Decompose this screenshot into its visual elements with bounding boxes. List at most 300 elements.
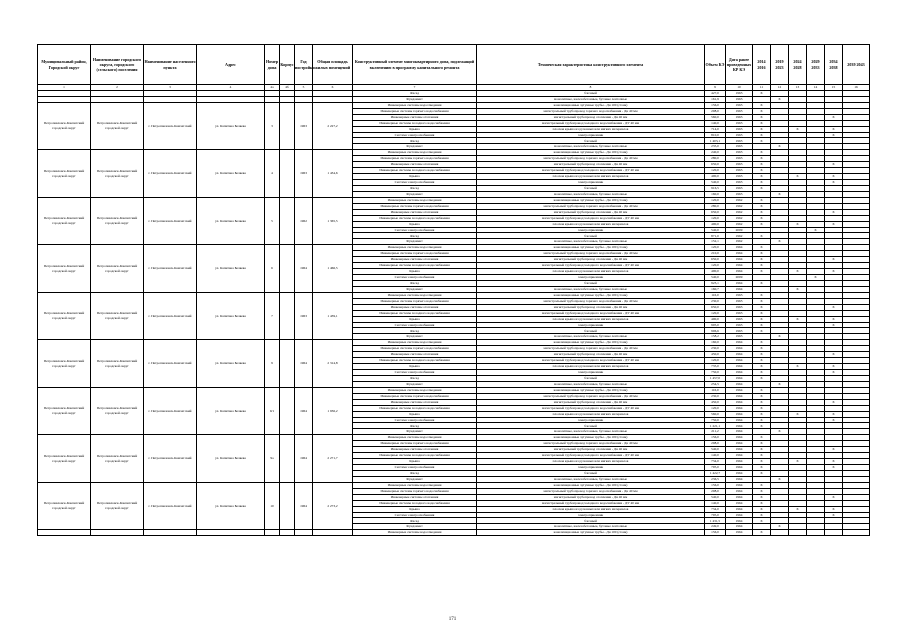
element-characteristic: магистральный трубопровод горячего водоснабжения - Дн 40 мм xyxy=(477,108,705,114)
element-last-repair-date: 1963 xyxy=(726,162,753,168)
element-volume: 795,0 xyxy=(705,465,726,471)
column-header: 2014 2016 xyxy=(753,45,771,85)
element-volume: 249,0 xyxy=(705,524,726,530)
period-2034-2038: X xyxy=(825,126,843,132)
element-characteristic: плоская крыша из рулонных или мягких материалов xyxy=(477,174,705,180)
element-name: Инженерные системы отопления xyxy=(353,304,477,310)
column-number: 10 xyxy=(726,85,753,91)
period-2014-2016: X xyxy=(753,441,771,447)
period-2034-2038: X xyxy=(825,364,843,370)
period-2014-2016: X xyxy=(753,470,771,476)
column-number: 12 xyxy=(771,85,789,91)
element-last-repair-date: 1964 xyxy=(726,358,753,364)
element-characteristic: магистральный трубопровод горячего водоснабжения - Дн 40 мм xyxy=(477,203,705,209)
element-name: Инженерные системы отопления xyxy=(353,494,477,500)
element-name: Инженерные системы горячего водоснабжения xyxy=(353,251,477,257)
element-volume: 208,0 xyxy=(705,441,726,447)
empty-cell xyxy=(295,530,313,536)
element-characteristic: магистральный трубопровод холодного водоснабжения - ДУ 40 мм xyxy=(477,168,705,174)
period-2014-2016: X xyxy=(753,494,771,500)
element-last-repair-date: 1963 xyxy=(726,328,753,334)
column-header: 2039 2043 xyxy=(843,45,870,85)
element-volume: 156,0 xyxy=(705,102,726,108)
element-last-repair-date: 1963 xyxy=(726,322,753,328)
element-volume: 230,0 xyxy=(705,298,726,304)
settlement-cell: Петропавловск-Камчатский городской округ xyxy=(91,197,144,245)
element-last-repair-date: 1963 xyxy=(726,185,753,191)
element-characteristic: канализационные чугунные трубы - Дн 100 (стояк) xyxy=(477,197,705,203)
element-volume: 750,0 xyxy=(705,370,726,376)
element-volume: 254,5 xyxy=(705,381,726,387)
element-last-repair-date: 1963 xyxy=(726,102,753,108)
corpus-cell xyxy=(280,150,295,198)
element-volume: 906,6 xyxy=(705,328,726,334)
page-number: 171 xyxy=(448,617,457,622)
element-characteristic: магистральный трубопровод холодного водоснабжения - ДУ 40 мм xyxy=(477,120,705,126)
element-last-repair-date: 1964 xyxy=(726,488,753,494)
element-characteristic: монолитные, железобетонные, бутовые ленточные xyxy=(477,381,705,387)
element-volume: 1 431,5 xyxy=(705,518,726,524)
address-cell: ул. Капитана Беляева xyxy=(197,197,265,245)
element-volume: 650,0 xyxy=(705,304,726,310)
element-name: Фасад xyxy=(353,280,477,286)
period-2034-2038: X xyxy=(825,269,843,275)
corpus-cell xyxy=(280,435,295,483)
period-2034-2038: X xyxy=(825,399,843,405)
element-name: Фасад xyxy=(353,518,477,524)
element-last-repair-date: 1964 xyxy=(726,465,753,471)
element-name: Фасад xyxy=(353,233,477,239)
element-volume: 120,0 xyxy=(705,310,726,316)
period-2014-2016: X xyxy=(753,132,771,138)
address-cell: ул. Капитана Беляева xyxy=(197,435,265,483)
element-last-repair-date: 1962 xyxy=(726,239,753,245)
element-last-repair-date: 1964 xyxy=(726,417,753,423)
column-header: 2029 2033 xyxy=(807,45,825,85)
period-2014-2016: X xyxy=(753,459,771,465)
element-last-repair-date: 1963 xyxy=(726,298,753,304)
column-header: 2024 2028 xyxy=(789,45,807,85)
period-2014-2016: X xyxy=(753,453,771,459)
build-year-cell: 1964 xyxy=(295,340,313,388)
element-name: Система электроснабжения xyxy=(353,275,477,281)
element-volume: 1 422,7 xyxy=(705,470,726,476)
house-number-cell: 9а xyxy=(265,435,280,483)
period-2014-2016: X xyxy=(753,156,771,162)
element-volume: 120,0 xyxy=(705,168,726,174)
element-name: Инженерные системы отопления xyxy=(353,447,477,453)
column-header: Адрес xyxy=(197,45,265,85)
element-last-repair-date: 1964 xyxy=(726,387,753,393)
column-number: 6 xyxy=(313,85,353,91)
element-name: Система электроснабжения xyxy=(353,132,477,138)
living-area-cell: 1 434,6 xyxy=(313,150,353,198)
element-last-repair-date: 1963 xyxy=(726,316,753,322)
element-characteristic: плоская крыша из рулонных или мягких материалов xyxy=(477,221,705,227)
element-volume: 120,0 xyxy=(705,215,726,221)
period-2034-2038: X xyxy=(825,459,843,465)
period-2034-2038: X xyxy=(825,465,843,471)
element-last-repair-date: 1962 xyxy=(726,221,753,227)
period-2034-2038: X xyxy=(825,221,843,227)
period-2024-2028: X xyxy=(789,459,807,465)
element-volume: 280,0 xyxy=(705,203,726,209)
element-volume: 1 221,1 xyxy=(705,423,726,429)
column-header: Муниципальный район, Городской округ xyxy=(38,45,91,85)
element-name: Инженерные системы холодного водоснабжения xyxy=(353,120,477,126)
district-cell: Петропавловск-Камчатский городской округ xyxy=(38,245,91,293)
element-last-repair-date: 1964 xyxy=(726,411,753,417)
element-volume: 540,0 xyxy=(705,447,726,453)
element-volume: 540,0 xyxy=(705,275,726,281)
element-volume: 236,5 xyxy=(705,476,726,482)
period-2014-2016: X xyxy=(753,322,771,328)
element-volume: 905,0 xyxy=(705,322,726,328)
element-last-repair-date: 1964 xyxy=(726,352,753,358)
element-volume: 116,0 xyxy=(705,292,726,298)
element-name: Фундамент xyxy=(353,191,477,197)
locality-cell: г. Петропавловск-Камчатский xyxy=(144,292,197,340)
element-characteristic: монолитные, железобетонные, бутовые ленточные xyxy=(477,476,705,482)
living-area-cell: 2 227,2 xyxy=(313,102,353,150)
empty-cell xyxy=(38,530,91,536)
element-characteristic: монолитные, железобетонные, бутовые ленточные xyxy=(477,144,705,150)
element-volume: 120,0 xyxy=(705,197,726,203)
column-number: 7 xyxy=(353,85,477,91)
element-name: Инженерные системы холодного водоснабжения xyxy=(353,358,477,364)
table-body xyxy=(38,85,870,536)
element-volume: 1 403,1 xyxy=(705,138,726,144)
period-2014-2016: X xyxy=(753,399,771,405)
period-2024-2028: X xyxy=(789,506,807,512)
table-row xyxy=(38,530,870,536)
column-header: Техническая характеристика конструктивного элемента xyxy=(477,45,705,85)
element-last-repair-date: 1963 xyxy=(726,114,753,120)
element-characteristic: электроприемник xyxy=(477,180,705,186)
locality-cell: г. Петропавловск-Камчатский xyxy=(144,150,197,198)
element-name: Система электроснабжения xyxy=(353,180,477,186)
district-cell: Петропавловск-Камчатский городской округ xyxy=(38,387,91,435)
period-2014-2016: X xyxy=(753,114,771,120)
element-volume: 490,0 xyxy=(705,221,726,227)
element-last-repair-date: 1962 xyxy=(726,215,753,221)
element-name: Инженерные системы отопления xyxy=(353,352,477,358)
element-characteristic: электроприемник xyxy=(477,417,705,423)
period-2024-2028 xyxy=(789,530,807,536)
column-number: 4 xyxy=(197,85,265,91)
element-volume: 490,0 xyxy=(705,269,726,275)
build-year-cell: 1964 xyxy=(295,482,313,530)
element-last-repair-date: 1964 xyxy=(726,269,753,275)
period-2014-2016: X xyxy=(753,185,771,191)
element-volume: 490,0 xyxy=(705,174,726,180)
element-name: Инженерные системы отопления xyxy=(353,257,477,263)
element-last-repair-date: 1964 xyxy=(726,286,753,292)
period-2034-2038: X xyxy=(825,316,843,322)
element-name: Система электроснабжения xyxy=(353,322,477,328)
element-characteristic: блочный xyxy=(477,138,705,144)
element-characteristic: канализационные чугунные трубы - Дн 100 (стояк) xyxy=(477,102,705,108)
period-2034-2038: X xyxy=(825,411,843,417)
settlement-cell: Петропавловск-Камчатский городской округ xyxy=(91,102,144,150)
element-name: Крыша xyxy=(353,269,477,275)
column-header: 2019 2023 xyxy=(771,45,789,85)
period-2014-2016: X xyxy=(753,304,771,310)
period-2019-2023: X xyxy=(771,381,789,387)
period-2014-2016: X xyxy=(753,482,771,488)
period-2034-2038: X xyxy=(825,512,843,518)
element-last-repair-date: 1964 xyxy=(726,482,753,488)
element-characteristic: блочный xyxy=(477,90,705,96)
element-name: Инженерные системы горячего водоснабжения xyxy=(353,108,477,114)
living-area-cell: 1 466,5 xyxy=(313,245,353,293)
period-2014-2016: X xyxy=(753,269,771,275)
element-characteristic: монолитные, железобетонные, бутовые ленточные xyxy=(477,191,705,197)
element-characteristic: канализационные чугунные трубы - Дн 100 (стояк) xyxy=(477,292,705,298)
settlement-cell: Петропавловск-Камчатский городской округ xyxy=(91,292,144,340)
living-area-cell: 2 273,2 xyxy=(313,482,353,530)
element-last-repair-date: 1964 xyxy=(726,399,753,405)
element-volume: 156,0 xyxy=(705,435,726,441)
period-2014-2016: X xyxy=(753,209,771,215)
element-name: Инженерные системы горячего водоснабжения xyxy=(353,441,477,447)
period-2034-2038: X xyxy=(825,162,843,168)
element-characteristic: монолитные, железобетонные, бутовые ленточные xyxy=(477,429,705,435)
element-last-repair-date: 1964 xyxy=(726,512,753,518)
element-last-repair-date: 1963 xyxy=(726,108,753,114)
build-year-cell: 1963 xyxy=(295,102,313,150)
element-characteristic: блочный xyxy=(477,328,705,334)
element-name: Инженерные системы горячего водоснабжения xyxy=(353,203,477,209)
period-2024-2028: X xyxy=(789,269,807,275)
column-header: Наименование населенного пункта xyxy=(144,45,197,85)
element-last-repair-date: 1964 xyxy=(726,506,753,512)
element-last-repair-date: 1964 xyxy=(726,494,753,500)
element-last-repair-date: 1963 xyxy=(726,90,753,96)
element-volume: 540,0 xyxy=(705,494,726,500)
column-header: Номер дома xyxy=(265,45,280,85)
element-last-repair-date: 1962 xyxy=(726,197,753,203)
element-volume: 158,2 xyxy=(705,334,726,340)
element-characteristic: канализационные чугунные трубы - Дн 100 (стояк) xyxy=(477,387,705,393)
element-name: Инженерные системы водоотведения xyxy=(353,197,477,203)
element-volume: 160,0 xyxy=(705,191,726,197)
period-2014-2016: X xyxy=(753,340,771,346)
period-2034-2038: X xyxy=(825,257,843,263)
settlement-cell: Петропавловск-Камчатский городской округ xyxy=(91,245,144,293)
element-volume: 540,0 xyxy=(705,180,726,186)
element-volume: 734,0 xyxy=(705,459,726,465)
element-volume: 734,0 xyxy=(705,506,726,512)
capital-repair-table xyxy=(37,44,870,536)
empty-cell xyxy=(91,530,144,536)
corpus-cell xyxy=(280,197,295,245)
element-last-repair-date: 1963 xyxy=(726,168,753,174)
period-2014-2016: X xyxy=(753,245,771,251)
house-number-cell: 5 xyxy=(265,197,280,245)
element-name: Фундамент xyxy=(353,96,477,102)
settlement-cell: Петропавловск-Камчатский городской округ xyxy=(91,387,144,435)
element-last-repair-date: 1964 xyxy=(726,447,753,453)
period-2014-2016: X xyxy=(753,328,771,334)
element-characteristic: блочный xyxy=(477,518,705,524)
element-characteristic: канализационные чугунные трубы - Дн 100 (стояк) xyxy=(477,482,705,488)
element-volume: 120,0 xyxy=(705,405,726,411)
element-volume: 795,0 xyxy=(705,512,726,518)
empty-cell xyxy=(197,530,265,536)
element-volume: 560,0 xyxy=(705,114,726,120)
period-2014-2016: X xyxy=(753,174,771,180)
element-characteristic: магистральный трубопровод горячего водоснабжения - Дн 40 мм xyxy=(477,441,705,447)
house-number-cell: 6 xyxy=(265,245,280,293)
empty-cell xyxy=(280,530,295,536)
period-2014-2016: X xyxy=(753,168,771,174)
period-2024-2028: X xyxy=(789,221,807,227)
period-2014-2016: X xyxy=(753,423,771,429)
column-number: 1 xyxy=(38,85,91,91)
element-volume: 540,0 xyxy=(705,227,726,233)
column-number: 9 xyxy=(705,85,726,91)
corpus-cell xyxy=(280,340,295,388)
element-volume: 120,0 xyxy=(705,358,726,364)
element-volume: 735,0 xyxy=(705,364,726,370)
element-name: Инженерные системы водоотведения xyxy=(353,102,477,108)
period-2014-2016: X xyxy=(753,126,771,132)
element-volume: 140,0 xyxy=(705,453,726,459)
element-volume: 923,1 xyxy=(705,280,726,286)
period-2034-2038: X xyxy=(825,506,843,512)
corpus-cell xyxy=(280,482,295,530)
district-cell: Петропавловск-Камчатский городской округ xyxy=(38,102,91,150)
column-number: 13 xyxy=(789,85,807,91)
living-area-cell: 1 936,2 xyxy=(313,387,353,435)
element-name: Крыша xyxy=(353,364,477,370)
period-2039-2043 xyxy=(843,530,870,536)
period-2034-2038: X xyxy=(825,447,843,453)
element-name: Инженерные системы холодного водоснабжения xyxy=(353,500,477,506)
element-volume: 160,0 xyxy=(705,340,726,346)
element-volume: 280,0 xyxy=(705,156,726,162)
element-last-repair-date: 1964 xyxy=(726,518,753,524)
element-last-repair-date: 2009 xyxy=(726,227,753,233)
column-number: 2 xyxy=(91,85,144,91)
element-last-repair-date: 1962 xyxy=(726,233,753,239)
element-name: Инженерные системы водоотведения xyxy=(353,245,477,251)
element-characteristic: электроприемник xyxy=(477,275,705,281)
element-name: Инженерные системы холодного водоснабжения xyxy=(353,168,477,174)
element-name: Фасад xyxy=(353,423,477,429)
address-cell: ул. Капитана Беляева xyxy=(197,245,265,293)
period-2019-2023: X xyxy=(771,144,789,150)
element-characteristic: электроприемник xyxy=(477,132,705,138)
period-2014-2016: X xyxy=(753,352,771,358)
element-name: Фасад xyxy=(353,375,477,381)
element-name: Крыша xyxy=(353,316,477,322)
element-name: Инженерные системы холодного водоснабжения xyxy=(353,263,477,269)
element-last-repair-date: 1963 xyxy=(726,310,753,316)
element-volume: 235,0 xyxy=(705,144,726,150)
element-characteristic: плоская крыша из рулонных или мягких материалов xyxy=(477,506,705,512)
column-number: 15 xyxy=(825,85,843,91)
period-2014-2016: X xyxy=(753,405,771,411)
element-characteristic: электроприемник xyxy=(477,322,705,328)
corpus-cell xyxy=(280,102,295,150)
element-name: Система электроснабжения xyxy=(353,465,477,471)
locality-cell: г. Петропавловск-Камчатский xyxy=(144,482,197,530)
element-name: Инженерные системы горячего водоснабжения xyxy=(353,393,477,399)
element-characteristic: монолитные, железобетонные, бутовые ленточные xyxy=(477,286,705,292)
period-2019-2023: X xyxy=(771,476,789,482)
build-year-cell: 1964 xyxy=(295,387,313,435)
settlement-cell: Петропавловск-Камчатский городской округ xyxy=(91,340,144,388)
element-volume: 161,9 xyxy=(705,96,726,102)
element-volume: 152,1 xyxy=(705,239,726,245)
element-last-repair-date: 1964 xyxy=(726,441,753,447)
house-number-cell: 9 xyxy=(265,340,280,388)
element-volume: 650,0 xyxy=(705,257,726,263)
element-characteristic: магистральный трубопровод отопления - Дн 40 мм xyxy=(477,162,705,168)
element-last-repair-date: 1963 xyxy=(726,191,753,197)
corpus-cell xyxy=(280,292,295,340)
element-characteristic: магистральный трубопровод отопления - Дн 40 мм xyxy=(477,494,705,500)
element-name: Инженерные системы водоотведения xyxy=(353,387,477,393)
element-characteristic: магистральный трубопровод холодного водоснабжения - ДУ 40 мм xyxy=(477,215,705,221)
element-volume: 916,5 xyxy=(705,185,726,191)
build-year-cell: 1962 xyxy=(295,197,313,245)
element-volume: 120,0 xyxy=(705,263,726,269)
period-2014-2016: X xyxy=(753,465,771,471)
period-2024-2028: X xyxy=(789,126,807,132)
element-last-repair-date: 1964 xyxy=(726,500,753,506)
period-2014-2016: X xyxy=(753,203,771,209)
element-name: Крыша xyxy=(353,174,477,180)
element-volume: 156,0 xyxy=(705,530,726,536)
period-2014-2016: X xyxy=(753,346,771,352)
living-area-cell: 1 439,1 xyxy=(313,292,353,340)
period-2029-2033 xyxy=(807,530,825,536)
element-last-repair-date: 1964 xyxy=(726,375,753,381)
element-name: Инженерные системы водоотведения xyxy=(353,150,477,156)
element-volume: 450,0 xyxy=(705,352,726,358)
element-characteristic: магистральный трубопровод отопления - Дн 40 мм xyxy=(477,209,705,215)
district-cell: Петропавловск-Камчатский городской округ xyxy=(38,292,91,340)
element-last-repair-date: 1962 xyxy=(726,209,753,215)
build-year-cell: 1964 xyxy=(295,245,313,293)
element-volume: 230,0 xyxy=(705,346,726,352)
corpus-cell xyxy=(280,387,295,435)
element-last-repair-date: 1963 xyxy=(726,156,753,162)
period-2014-2016: X xyxy=(753,257,771,263)
element-last-repair-date: 1963 xyxy=(726,180,753,186)
period-2014-2016: X xyxy=(753,233,771,239)
element-last-repair-date: 1964 xyxy=(726,429,753,435)
column-number: 11 xyxy=(753,85,771,91)
element-name: Инженерные системы отопления xyxy=(353,209,477,215)
period-2029-2033: X xyxy=(807,275,825,281)
address-cell: ул. Капитана Беляева xyxy=(197,482,265,530)
period-2014-2016: X xyxy=(753,370,771,376)
address-cell: ул. Капитана Беляева xyxy=(197,102,265,150)
period-2014-2016: X xyxy=(753,120,771,126)
house-number-cell: 3 xyxy=(265,102,280,150)
house-number-cell: 10 xyxy=(265,482,280,530)
column-number: 4а xyxy=(265,85,280,91)
element-characteristic: магистральный трубопровод отопления - Дн 40 мм xyxy=(477,399,705,405)
element-last-repair-date: 1964 xyxy=(726,476,753,482)
period-2024-2028: X xyxy=(789,411,807,417)
element-last-repair-date: 1963 xyxy=(726,334,753,340)
period-2034-2038: X xyxy=(825,114,843,120)
